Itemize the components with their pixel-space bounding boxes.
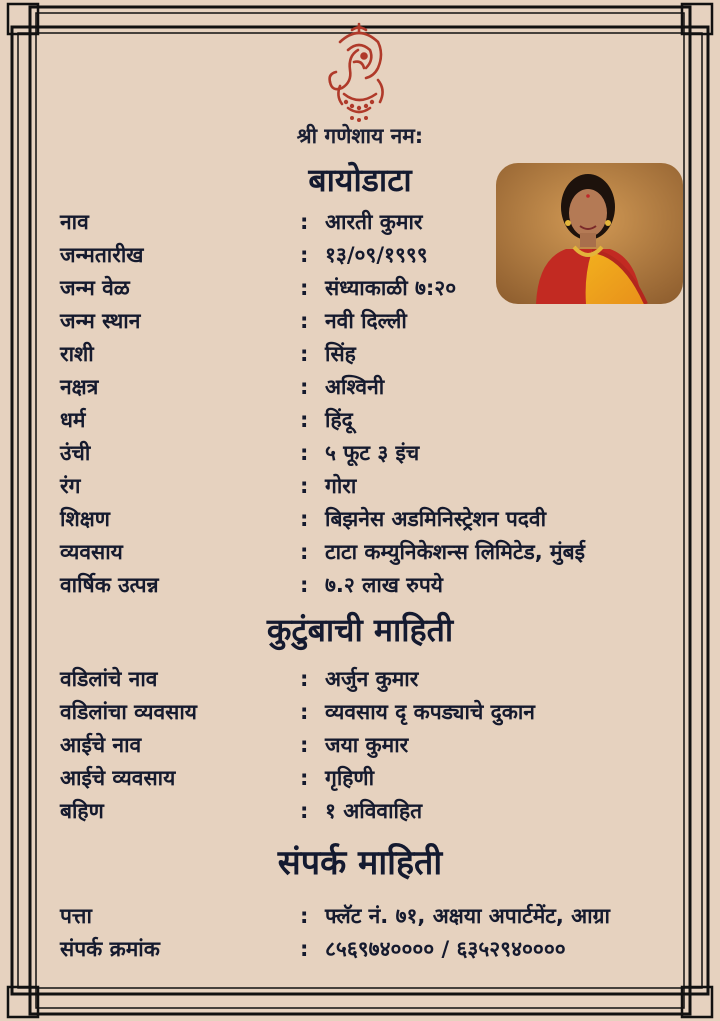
row-colon: : bbox=[300, 441, 309, 465]
detail-row-birthtime bbox=[60, 273, 700, 303]
row-value: गोरा bbox=[325, 474, 357, 498]
row-label: आईचे नाव bbox=[60, 733, 142, 757]
row-value: व्यवसाय दृ कपड्याचे दुकान bbox=[325, 700, 535, 724]
family-row-father-name bbox=[60, 664, 700, 694]
row-value: सिंह bbox=[325, 342, 356, 366]
ganesha-icon bbox=[318, 20, 400, 124]
family-row-mother-occupation bbox=[60, 763, 700, 793]
detail-row-birthdate bbox=[60, 240, 700, 270]
biodata-title: बायोडाटा bbox=[308, 161, 412, 199]
row-label: वडिलांचे नाव bbox=[60, 667, 158, 691]
row-value: हिंदू bbox=[325, 408, 353, 432]
row-colon: : bbox=[300, 766, 309, 790]
detail-row-religion bbox=[60, 405, 700, 435]
row-label: पत्ता bbox=[60, 904, 92, 928]
row-value: ७.२ लाख रुपये bbox=[325, 573, 443, 597]
detail-row-occupation bbox=[60, 537, 700, 567]
family-row-mother-name bbox=[60, 730, 700, 760]
row-value: अश्विनी bbox=[325, 375, 385, 399]
row-label: संपर्क क्रमांक bbox=[60, 937, 160, 961]
row-label: जन्म वेळ bbox=[60, 276, 130, 300]
row-value: फ्लॅट नं. ७१, अक्षया अपार्टमेंट, आग्रा bbox=[325, 904, 610, 928]
row-label: वडिलांचा व्यवसाय bbox=[60, 700, 197, 724]
row-value: १ अविवाहित bbox=[325, 799, 423, 823]
row-value: नवी दिल्ली bbox=[325, 309, 407, 333]
row-label: व्यवसाय bbox=[60, 540, 123, 564]
row-label: रंग bbox=[60, 474, 81, 498]
detail-row-education bbox=[60, 504, 700, 534]
row-label: जन्म स्थान bbox=[60, 309, 141, 333]
row-colon: : bbox=[300, 733, 309, 757]
detail-row-income bbox=[60, 570, 700, 600]
family-row-father-occupation bbox=[60, 697, 700, 727]
contact-row-address bbox=[60, 901, 700, 931]
row-label: आईचे व्यवसाय bbox=[60, 766, 176, 790]
contact-row-phone bbox=[60, 934, 700, 964]
row-value: जया कुमार bbox=[325, 733, 409, 757]
invocation-text: श्री गणेशाय नम: bbox=[296, 124, 424, 148]
row-label: राशी bbox=[60, 342, 94, 366]
detail-row-rashi bbox=[60, 339, 700, 369]
detail-row-name bbox=[60, 207, 700, 237]
row-colon: : bbox=[300, 276, 309, 300]
detail-row-birthplace bbox=[60, 306, 700, 336]
row-label: धर्म bbox=[60, 408, 86, 432]
row-colon: : bbox=[300, 937, 309, 961]
row-value: ५ फूट ३ इंच bbox=[325, 441, 420, 465]
row-colon: : bbox=[300, 507, 309, 531]
row-colon: : bbox=[300, 573, 309, 597]
row-label: नाव bbox=[60, 210, 89, 234]
row-colon: : bbox=[300, 309, 309, 333]
row-colon: : bbox=[300, 375, 309, 399]
detail-row-nakshatra bbox=[60, 372, 700, 402]
row-colon: : bbox=[300, 210, 309, 234]
row-value: १३/०९/१९९९ bbox=[325, 243, 428, 267]
row-label: जन्मतारीख bbox=[60, 243, 144, 267]
row-colon: : bbox=[300, 474, 309, 498]
row-colon: : bbox=[300, 243, 309, 267]
row-colon: : bbox=[300, 799, 309, 823]
row-value: गृहिणी bbox=[325, 766, 375, 790]
row-value: ८५६९७४०००० / ६३५२९४०००० bbox=[325, 937, 566, 961]
row-colon: : bbox=[300, 904, 309, 928]
row-colon: : bbox=[300, 342, 309, 366]
row-colon: : bbox=[300, 667, 309, 691]
row-label: वार्षिक उत्पन्न bbox=[60, 573, 159, 597]
row-value: बिझनेस अडमिनिस्ट्रेशन पदवी bbox=[325, 507, 547, 531]
row-value: आरती कुमार bbox=[325, 210, 423, 234]
row-value: टाटा कम्युनिकेशन्स लिमिटेड, मुंबई bbox=[325, 540, 585, 564]
row-label: नक्षत्र bbox=[60, 375, 99, 399]
row-label: बहिण bbox=[60, 799, 104, 823]
row-value: अर्जुन कुमार bbox=[325, 667, 419, 691]
family-section-title: कुटुंबाची माहिती bbox=[266, 611, 454, 649]
row-label: उंची bbox=[60, 441, 91, 465]
row-label: शिक्षण bbox=[60, 507, 110, 531]
detail-row-complexion bbox=[60, 471, 700, 501]
row-value: संध्याकाळी ७:२० bbox=[325, 276, 457, 300]
row-colon: : bbox=[300, 700, 309, 724]
detail-row-height bbox=[60, 438, 700, 468]
row-colon: : bbox=[300, 540, 309, 564]
family-row-sister bbox=[60, 796, 700, 826]
contact-section-title: संपर्क माहिती bbox=[277, 843, 443, 883]
row-colon: : bbox=[300, 408, 309, 432]
